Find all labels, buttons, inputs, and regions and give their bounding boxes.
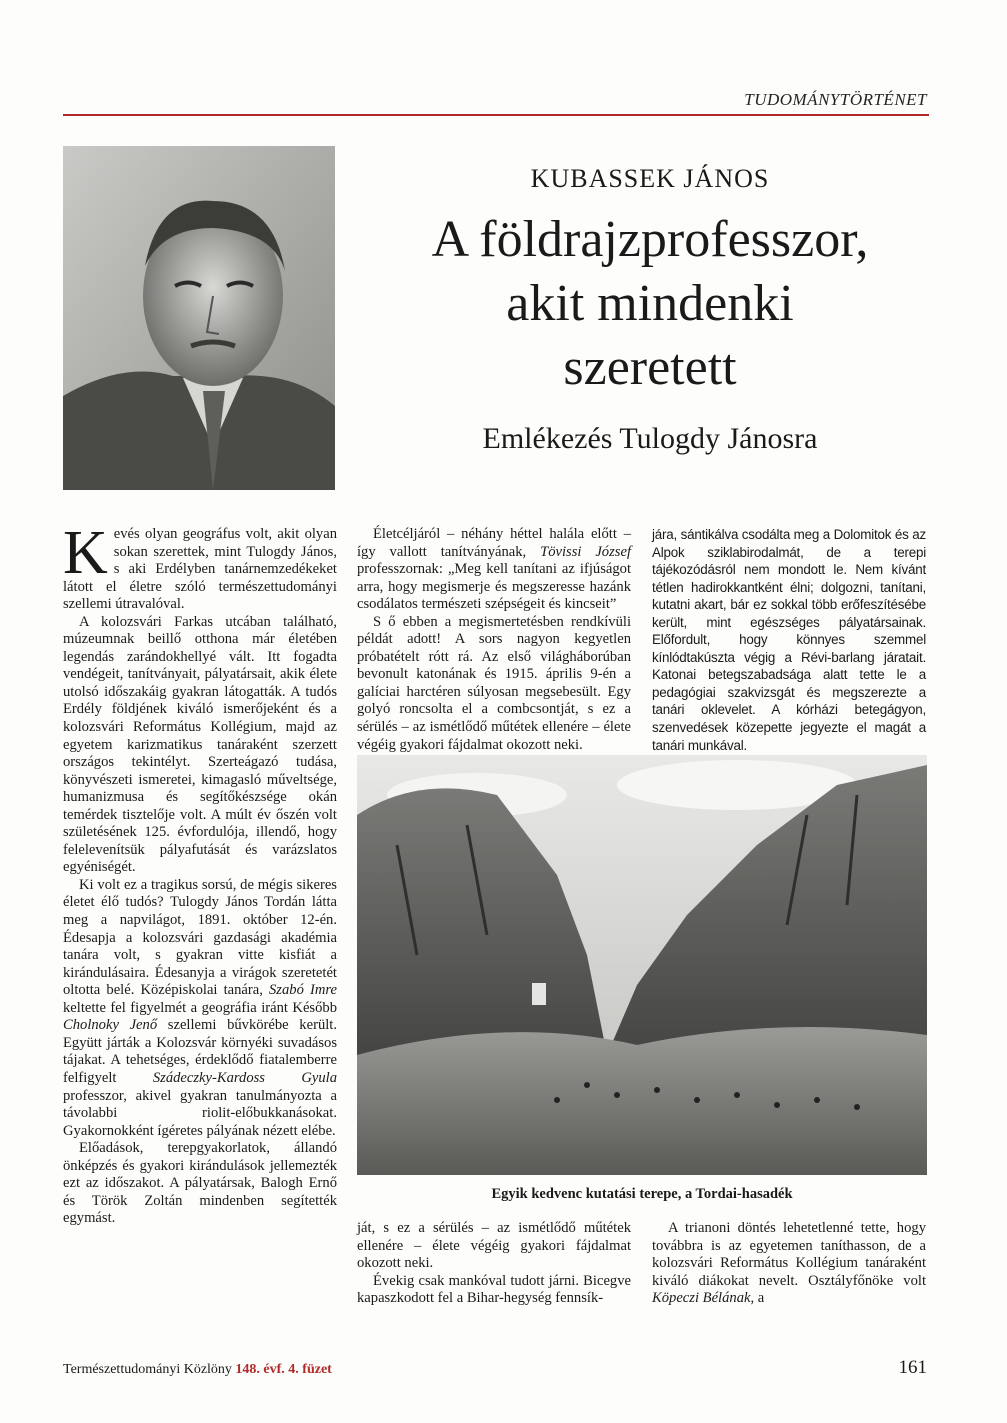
paragraph: Ki volt ez a tragikus sorsú, de mégis sikeres életet élő tudós? Tulogdy János Tordán látta meg a napvilágot, 1891. október 12-én. Édesapja a kolozsvári gazdasági akadémia tanára volt, s gyakran vitte kisfiát a kirándulásaira. Édesanyja a virágok szeretetét oltotta belé. Középiskolai tanára, Szabó Imre keltette fel figyelmét a geográfia iránt Később Cholnoky Jenő szellemi bűvkörébe került. Együtt járták a Kolozsvár környéki suvadásos tájakat. A tehetséges, érdeklődő fiatalemberre felfigyelt Szádeczky-Kardoss Gyula professzor, akivel gyakran tanulmányozta a távolabbi riolit-előbukkanásokat. Gyakornokként ígéretes pályának nézett elébe.: [63, 876, 337, 1139]
text-column-3: [652, 526, 926, 754]
page-number: 161: [898, 1357, 927, 1378]
text-column-2: [357, 526, 631, 754]
footer-journal: [63, 1362, 332, 1378]
text-column-3-continued: [652, 1220, 926, 1308]
article-title: [350, 208, 950, 400]
landscape-photo: [357, 755, 927, 1175]
paragraph: S ő ebben a megismertetésben rendkívüli példát adott! A sors nagyon kegyetlen próbatételt rótt rá. Az első világháborúban bevonult katonának és 1915. április 9-én a galíciai harctéren súlyosan megsebesült. Egy golyó roncsolta el a combcsontját, s ez a sérülés – az ismétlődő műtétek ellenére – élete végéig gyakori fájdalmat okozott neki.: [357, 613, 631, 753]
paragraph: A kolozsvári Farkas utcában található, múzeumnak beillő otthona már életében legendás zarándokhellyé vált. Itt fogadta vendégeit, tanítványait, pályatársait, akik élete utolsó időszakáig gyakran látogatták. A tudós Erdély földjének kiváló ismerőjeként és a kolozsvári Református Kollégium, majd az egyetem karizmatikus tanáraként szerzett országos tekintélyt. Szerteágazó tudása, könyvészeti ismeretei, kimagasló műveltsége, humanizmusa és segítőkészsége okán temérdek tisztelője volt. A múlt év őszén volt születésének 125. évfordulója, illendő, hogy felelevenítsük pályafutását és varázslatos egyéniségét.: [63, 613, 337, 876]
person-name: Köpeczi Bélának: [652, 1290, 751, 1307]
photo-caption: Egyik kedvenc kutatási terepe, a Tordai-hasadék: [491, 1186, 793, 1202]
title-line: A földrajzprofesszor,: [431, 211, 869, 268]
drop-cap: K: [63, 519, 108, 587]
header-rule: [63, 114, 929, 116]
paragraph: Kevés olyan geográfus volt, akit olyan sokan szerettek, mint Tulogdy János, s aki Erdélyben tanárnemzedékeket látott el életre szóló természettudományi szellemi útravalóval.: [63, 519, 337, 613]
person-name: Cholnoky Jenő: [63, 1017, 158, 1034]
person-name: Tövissi József: [540, 543, 631, 560]
text-column-1: [63, 519, 337, 1228]
paragraph: jára, sántikálva csodálta meg a Dolomitok és az Alpok sziklabirodalmát, de a terepi tájékozódásról nem mondott le. Nem kívánt tétlen hadirokkantként élni; dolgozni, tanítani, kutatni akart, bár ez sokkal több erőfeszítésébe került, mint egészséges pályatársainak. Előfordult, hogy könnyes szemmel kínlódtakúszta végig a Révi-barlang járatait. Katonai betegszabadsága alatt tette le a pedagógiai szakvizsgát és megszerezte a tanári oklevelet. A kórházi betegágyon, szenvedések közepette jegyezte el magát a tanári munkával.: [652, 527, 926, 753]
title-line: akit mindenki: [506, 275, 794, 332]
person-name: Szabó Imre: [269, 982, 337, 999]
paragraph: ját, s ez a sérülés – az ismétlődő műtétek ellenére – élete végéig gyakori fájdalmat okozott neki.: [357, 1220, 631, 1272]
portrait-photo: [63, 146, 335, 490]
author-name: KUBASSEK JÁNOS: [530, 164, 770, 193]
paragraph: Előadások, terepgyakorlatok, állandó önképzés és gyakori kirándulások jellemezték ezt az időszakot. A pályatársak, Balogh Ernő és Török Zoltán mindenben segítették egymást.: [63, 1140, 337, 1227]
paragraph: Életcéljáról – néhány héttel halála előtt – így vallott tanítványának, Tövissi József professzornak: „Meg kell tanítani az ifjúságot arra, hogy megismerje és megszeresse hazánk csodálatos természeti szépségeit és kincseit”: [357, 526, 631, 613]
journal-name: Természettudományi Közlöny: [63, 1362, 232, 1377]
paragraph: A trianoni döntés lehetetlenné tette, hogy továbbra is az egyetemen taníthasson, de a kolozsvári Református Kollégium tanáraként kiváló diákokat nevelt. Osztályfőnöke volt Köpeczi Bélának, a: [652, 1220, 926, 1307]
section-tag: TUDOMÁNYTÖRTÉNET: [744, 90, 927, 109]
issue-number: 148. évf. 4. füzet: [235, 1362, 332, 1377]
text-column-2-continued: [357, 1220, 631, 1308]
paragraph: Évekig csak mankóval tudott járni. Bicegve kapaszkodott fel a Bihar-hegység fennsík-: [357, 1272, 631, 1307]
person-name: Szádeczky-Kardoss Gyula: [152, 1069, 337, 1086]
article-subtitle: Emlékezés Tulogdy Jánosra: [482, 422, 818, 455]
title-line: szeretett: [563, 339, 737, 396]
